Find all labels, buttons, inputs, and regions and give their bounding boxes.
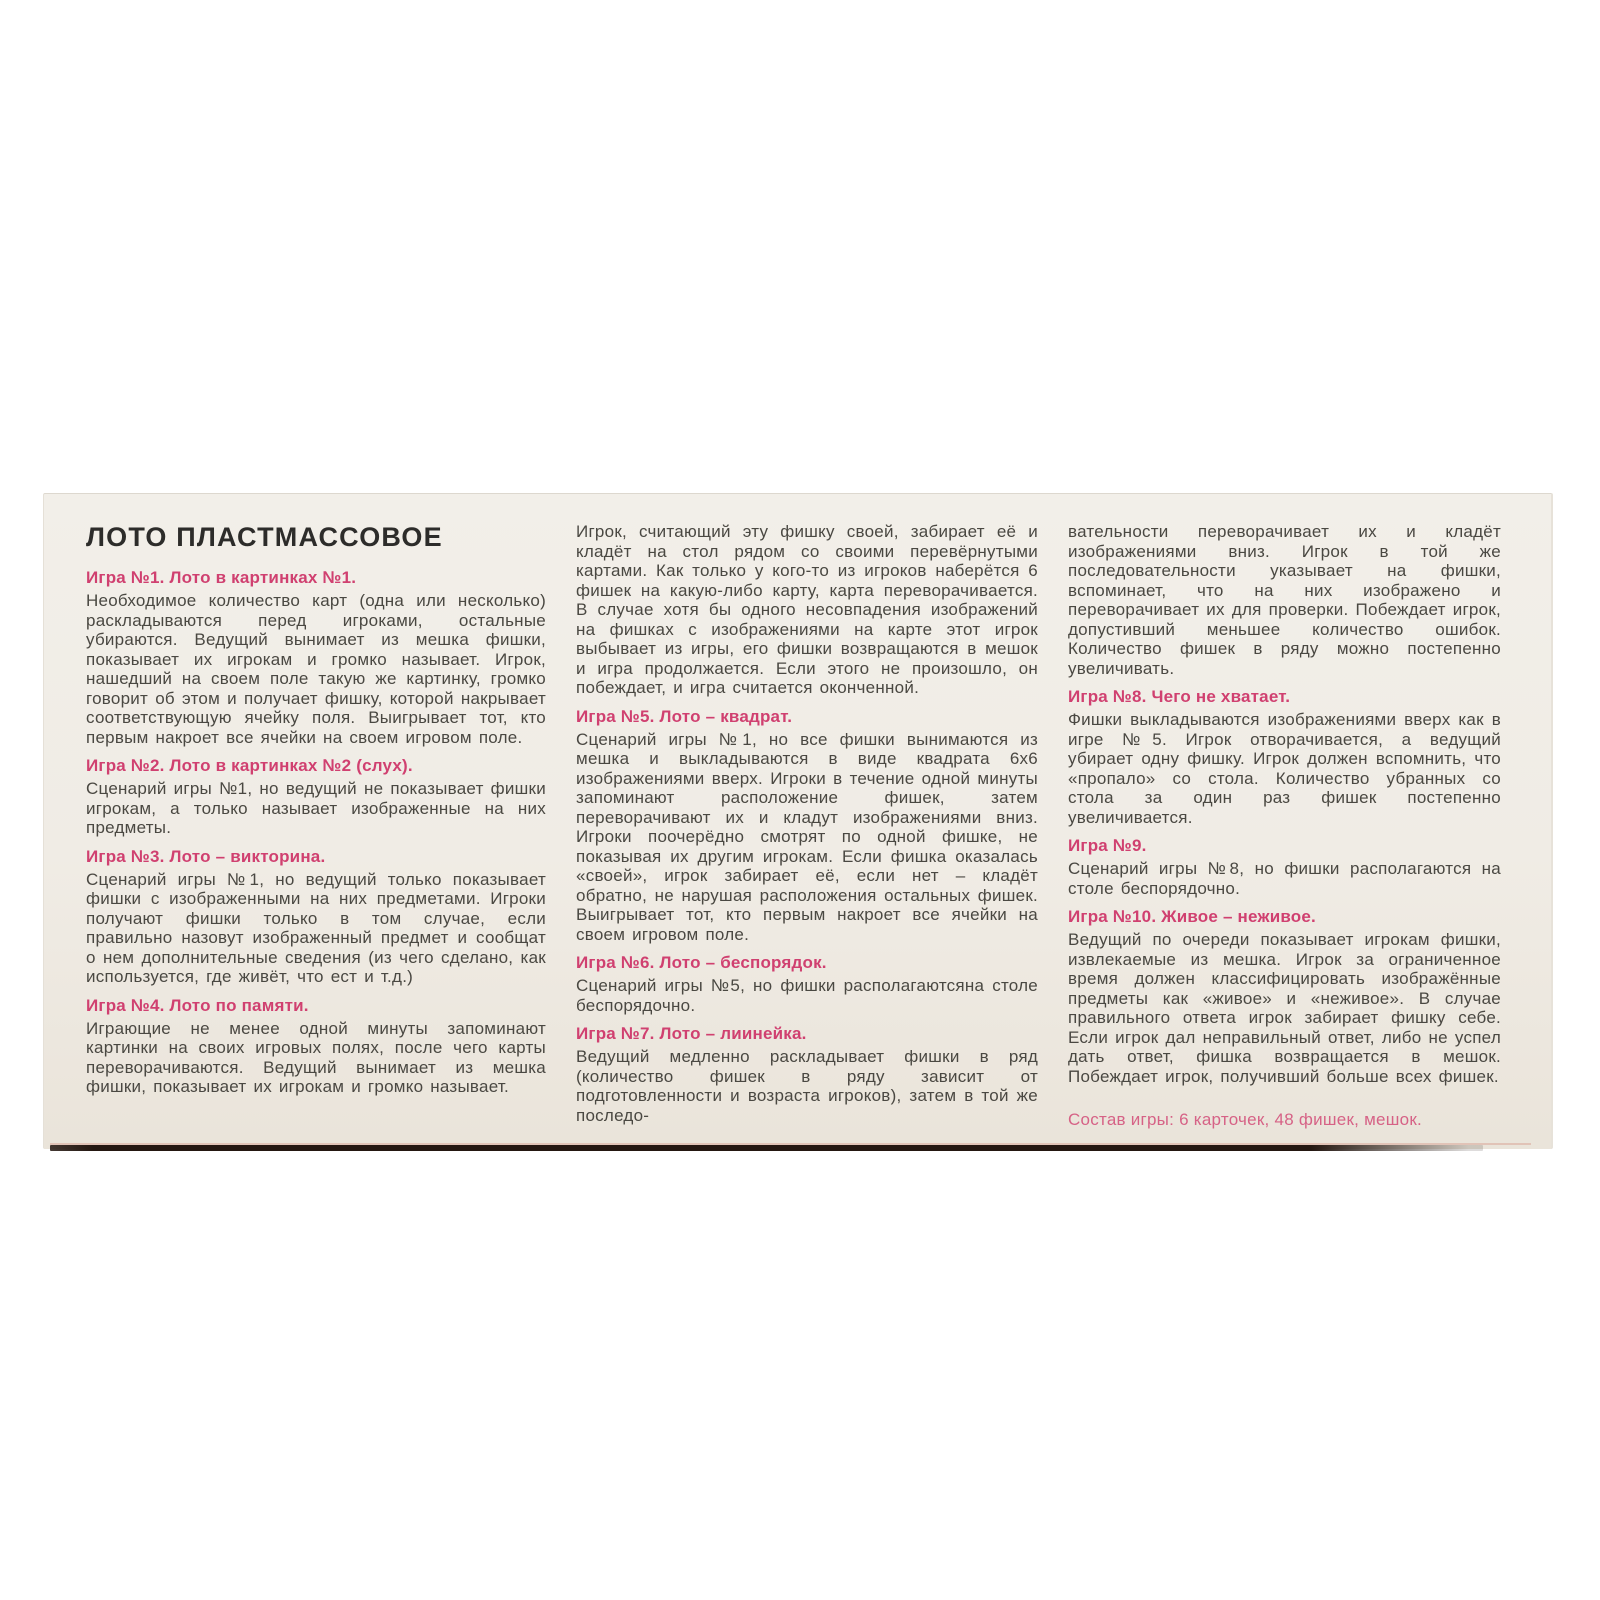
game4-heading: Игра №4. Лото по памяти. (86, 995, 309, 1015)
game10-text: Ведущий по очереди показывает игрокам фишки, извлекаемые из мешка. Игрок за ограниченное время должен классифицировать изображённые предметы как «живое» и «неживое». В случае правильного ответа игрок забирает фишку себе. Если игрок дал неправильный ответ, либо не успел дать ответ, фишка возвращается в мешок. Побеждает игрок, получивший больше всех фишек. (1068, 930, 1501, 1086)
game9-text: Сценарий игры №8, но фишки располагаются на столе беспорядочно. (1068, 859, 1501, 898)
text-columns (44, 494, 1551, 1130)
game1-heading: Игра №1. Лото в картинках №1. (86, 568, 357, 587)
game8-heading: Игра №8. Чего не хватает. (1068, 687, 1291, 706)
column-2 (576, 522, 1038, 1130)
game9-heading: Игра №9. (1068, 836, 1147, 855)
game7-continuation-text: вательности переворачивает их и кладёт изображениями вниз. Игрок в той же последовательности указывает на фишки, вспоминает, что на них изображено и переворачивает их для проверки. Побеждает игрок, допустивший меньшее количество ошибок. Количество фишек в ряду можно постепенно увеличивать. (1068, 522, 1501, 678)
column-3 (1068, 522, 1501, 1130)
game4-text: Играющие не менее одной минуты запоминают картинки на своих игровых полях, после чего карты переворачиваются. Ведущий вынимает из мешка фишки, показывает их игрокам и громко называет. (86, 1018, 546, 1096)
instruction-panel (43, 493, 1553, 1149)
game1-text: Необходимое количество карт (одна или несколько) раскладываются перед игроками, остальные убираются. Ведущий вынимает из мешка фишки, показывает их игрокам и громко называет. Игрок, нашедший на своем поле такую же картинку, громко говорит об этом и получает фишку, которой накрывает соответствующую ячейку поля. Выигрывает тот, кто первым накроет все ячейки на своем игровом поле. (86, 591, 546, 747)
box-bottom-edge-shadow (50, 1145, 1483, 1151)
game10-heading: Игра №10. Живое – неживое. (1068, 907, 1316, 926)
column-1 (86, 522, 546, 1130)
game5-heading: Игра №5. Лото – квадрат. (576, 706, 793, 726)
page-title: ЛОТО ПЛАСТМАССОВОЕ (86, 522, 443, 552)
game6-text: Сценарий игры №5, но фишки располагаютсяна столе беспорядочно. (576, 976, 1038, 1015)
game8-text: Фишки выкладываются изображениями вверх как в игре №5. Игрок отворачивается, а ведущий убирает одну фишку. Игрок должен вспомнить, что «пропало» со стола. Количество убранных со стола за один раз фишек постепенно увеличивается. (1068, 710, 1501, 827)
game2-heading: Игра №2. Лото в картинках №2 (слух). (86, 756, 413, 775)
game7-text: Ведущий медленно раскладывает фишки в ряд (количество фишек в ряду зависит от подготовленности и возраста игроков), затем в той же последо- (576, 1047, 1038, 1125)
game3-text: Сценарий игры №1, но ведущий только показывает фишки с изображенными на них предметами. Игроки получают фишки только в том случае, если правильно назовут изображенный предмет и сообщат о нем дополнительные сведения (из чего сделано, как используется, где живёт, что ест и т.д.) (86, 869, 546, 986)
game7-heading: Игра №7. Лото – лиинейка. (576, 1024, 807, 1043)
composition-note: Состав игры: 6 карточек, 48 фишек, мешок. (1068, 1110, 1422, 1129)
game6-heading: Игра №6. Лото – беспорядок. (576, 953, 827, 972)
game5-text: Сценарий игры №1, но все фишки вынимаются из мешка и выкладываются в виде квадрата 6х6 изображениями вверх. Игроки в течение одной минуты запоминают расположение фишек, затем переворачивают их и кладут изображениями вниз. Игроки поочерёдно смотрят по одной фишке, не показывая их другим игрокам. Если фишка оказалась «своей», игрок забирает её, если нет – кладёт обратно, не нарушая расположения остальных фишек. Выигрывает тот, кто первым накроет все ячейки на своем игровом поле. (576, 729, 1038, 944)
game4-continuation-text: Игрок, считающий эту фишку своей, забирает её и кладёт на стол рядом со своими перевёрнутыми картами. Как только у кого-то из игроков наберётся 6 фишек на какую-либо карту, карта переворачивается. В случае хотя бы одного несовпадения изображений на фишках с изображениями на карте этот игрок выбывает из игры, его фишки возвращаются в мешок и игра продолжается. Если этого не произошло, он побеждает, и игра считается оконченной. (576, 522, 1038, 697)
game2-text: Сценарий игры №1, но ведущий не показывает фишки игрокам, а только называет изображенные на них предметы. (86, 779, 546, 837)
game3-heading: Игра №3. Лото – викторина. (86, 846, 326, 866)
